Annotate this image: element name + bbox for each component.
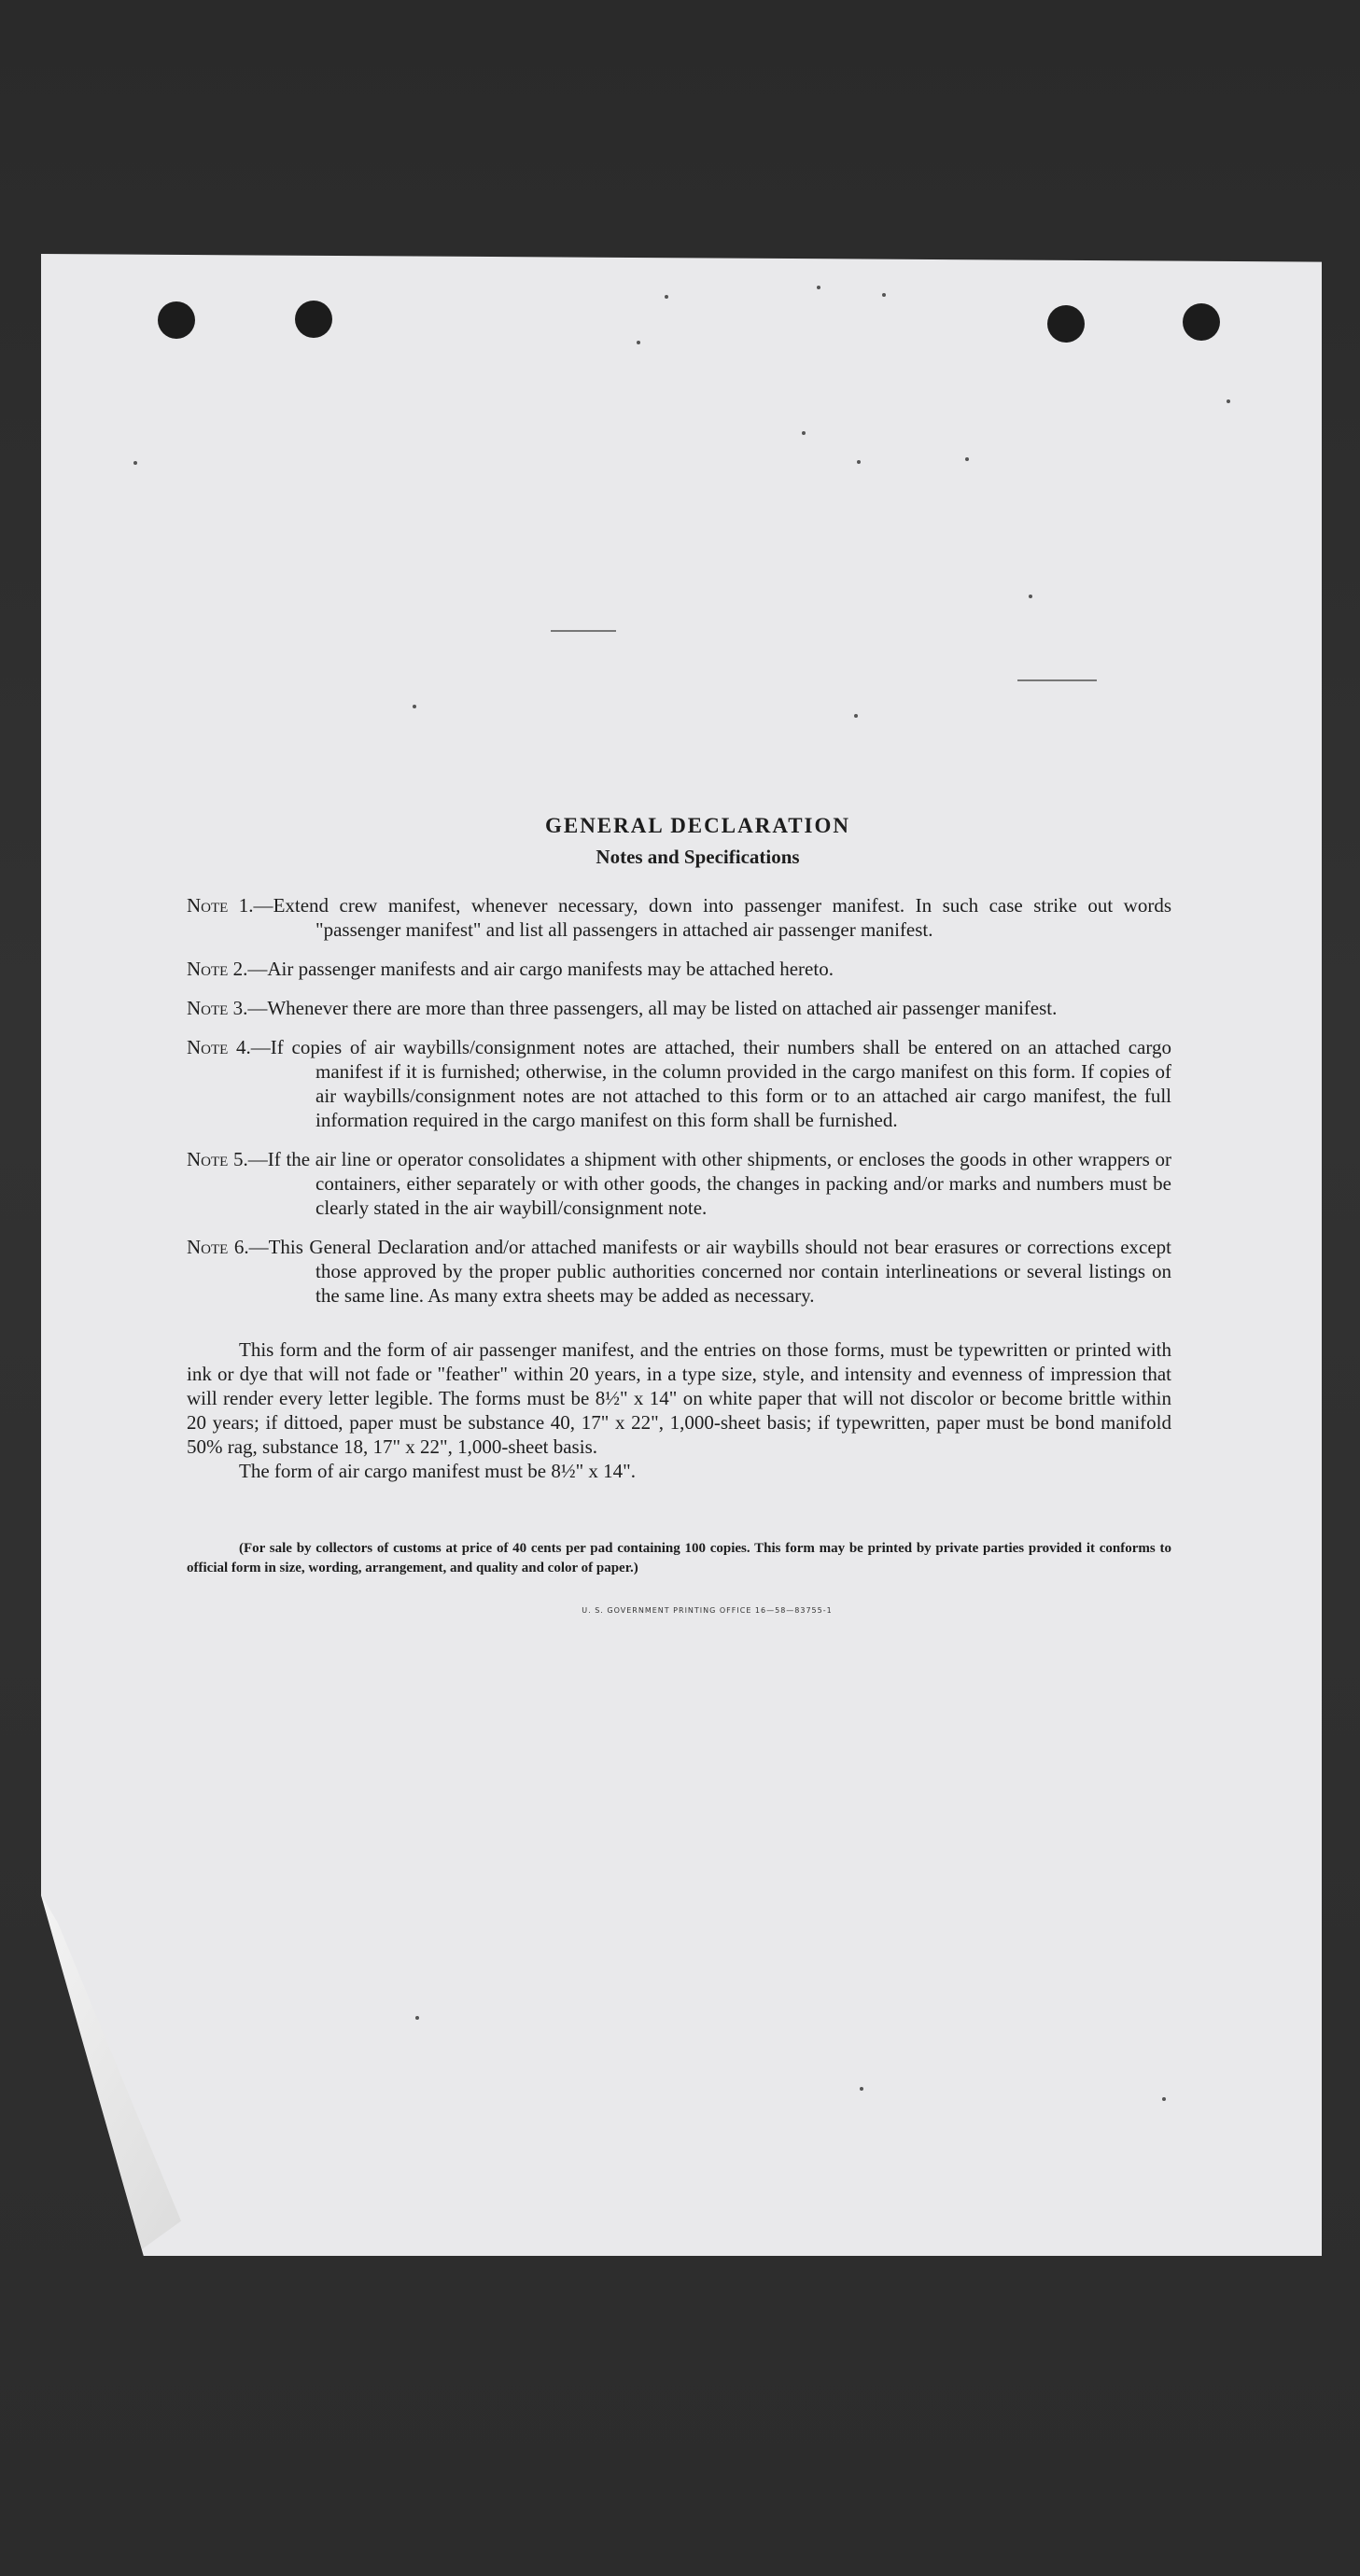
punch-hole-icon <box>158 301 195 339</box>
punch-hole-icon <box>295 301 332 338</box>
printer-imprint: U. S. GOVERNMENT PRINTING OFFICE 16—58—83755-1 <box>582 1606 833 1615</box>
punch-hole-icon <box>1047 305 1085 343</box>
dust-speck <box>413 705 416 708</box>
dust-speck <box>1227 399 1230 403</box>
dust-speck <box>817 286 820 289</box>
dust-speck <box>882 293 886 297</box>
note-label: Note 2.— <box>187 958 268 980</box>
dust-speck <box>802 431 806 435</box>
note-item <box>187 996 1171 1020</box>
dust-speck <box>860 2087 863 2091</box>
note-text: Extend crew manifest, whenever necessary, down into passenger manifest. In such case strike out words "passenger manifest" and list all passengers in attached air passenger manifest. <box>273 894 1171 941</box>
dust-speck <box>965 457 969 461</box>
sale-note: (For sale by collectors of customs at price of 40 cents per pad containing 100 copies. This form may be printed by private parties provided it conforms to official form in size, wording, arrangement, and quality and color of paper.) <box>187 1541 1171 1575</box>
note-text: Whenever there are more than three passengers, all may be listed on attached air passenger manifest. <box>267 997 1058 1019</box>
note-label: Note 6.— <box>187 1236 269 1258</box>
dust-speck <box>415 2016 419 2020</box>
note-label: Note 1.— <box>187 894 273 917</box>
dust-speck <box>854 714 858 718</box>
declaration-content <box>187 814 1171 1615</box>
form-specification: This form and the form of air passenger manifest, and the entries on those forms, must be typewritten or printed with ink or dye that will not fade or "feather" within 20 years, in a type size, style, and intensity and evenness of impression that will render every letter legible. The forms must be 8½" x 14" on white paper that will not discolor or become brittle within 20 years; if dittoed, paper must be substance 40, 17" x 22", 1,000-sheet basis; if typewritten, paper must be bond manifold 50% rag, substance 18, 17" x 22", 1,000-sheet basis. <box>187 1338 1171 1458</box>
note-text: If copies of air waybills/consignment notes are attached, their numbers shall be entered on an attached cargo manifest if it is furnished; otherwise, in the column provided in the cargo manifest on this form. If copies of air waybills/consignment notes are not attached to this form or to an attached air cargo manifest, the full information required in the cargo manifest on this form shall be furnished. <box>270 1036 1171 1131</box>
note-text: If the air line or operator consolidates a shipment with other shipments, or encloses the goods in other wrappers or containers, either separately or with other goods, the changes in packing and/or marks and numbers must be clearly stated in the air waybill/consignment note. <box>267 1148 1171 1219</box>
dust-speck <box>857 460 861 464</box>
note-label: Note 5.— <box>187 1148 268 1170</box>
note-text: Air passenger manifests and air cargo manifests may be attached hereto. <box>267 958 834 980</box>
scan-streak <box>551 630 616 632</box>
dust-speck <box>1029 595 1032 598</box>
note-item <box>187 1235 1171 1308</box>
page-title: GENERAL DECLARATION <box>544 814 851 837</box>
note-label: Note 3.— <box>187 997 268 1019</box>
notes-list <box>187 893 1171 1308</box>
dust-speck <box>133 461 137 465</box>
scan-streak <box>1017 679 1097 681</box>
punch-hole-icon <box>1183 303 1220 341</box>
dust-speck <box>1162 2097 1166 2101</box>
note-text: This General Declaration and/or attached manifests or air waybills should not bear erasures or corrections except those approved by the proper public authorities concerned nor contain interlineations or several listings on the same line. As many extra sheets may be added as necessary. <box>268 1236 1171 1307</box>
page-subtitle: Notes and Specifications <box>596 846 800 868</box>
note-item <box>187 893 1171 942</box>
note-label: Note 4.— <box>187 1036 271 1058</box>
note-item <box>187 957 1171 981</box>
note-item <box>187 1035 1171 1132</box>
cargo-manifest-size: The form of air cargo manifest must be 8½" x 14". <box>239 1460 636 1482</box>
dust-speck <box>665 295 668 299</box>
dust-speck <box>637 341 640 344</box>
note-item <box>187 1147 1171 1220</box>
